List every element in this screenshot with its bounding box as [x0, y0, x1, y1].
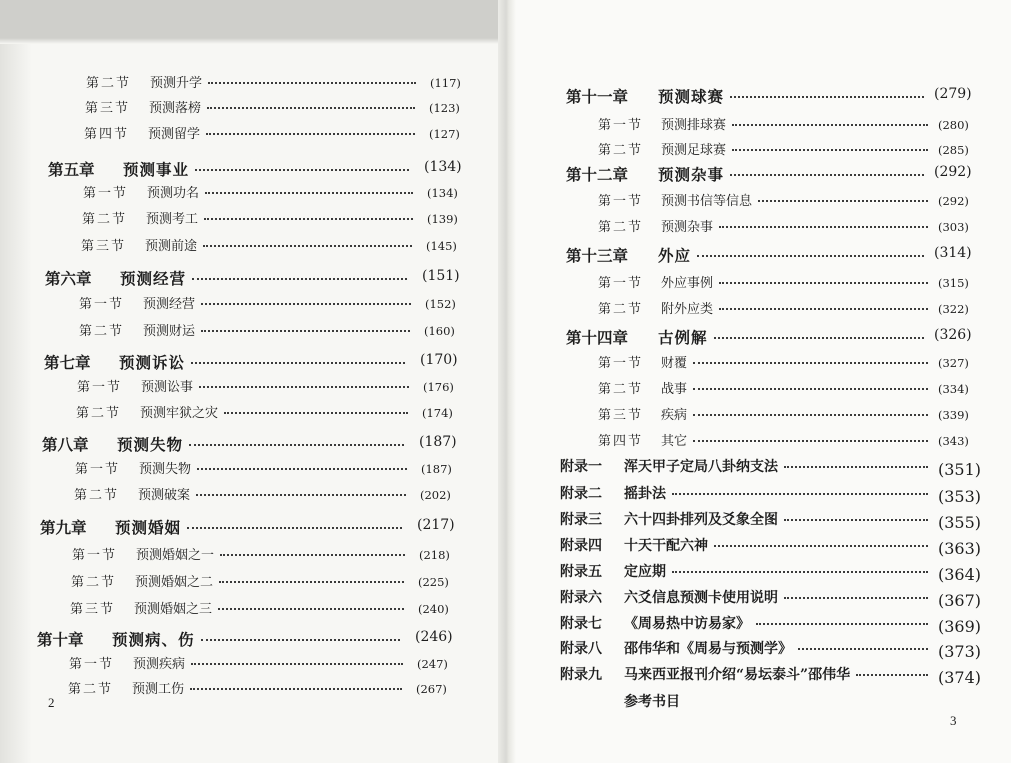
- entry-title: 邵伟华和《周易与预测学》: [624, 641, 792, 657]
- entry-number: 第九章: [40, 518, 87, 537]
- page-reference: (363): [938, 539, 982, 558]
- dot-leader: [693, 440, 928, 442]
- entry-number: 第十四章: [566, 328, 629, 347]
- page-number-left: 2: [48, 695, 55, 710]
- dot-leader: [672, 493, 928, 495]
- entry-number: 第十章: [37, 630, 84, 649]
- page-reference: (292): [934, 164, 972, 180]
- entry-number: 第一节: [598, 356, 644, 371]
- page-reference: (303): [938, 220, 969, 234]
- entry-title: 预测排球赛: [661, 118, 727, 133]
- dot-leader: [856, 674, 928, 676]
- dot-leader: [719, 308, 928, 310]
- dot-leader: [199, 386, 409, 388]
- entry-title: 预测婚姻: [115, 518, 182, 537]
- book-gutter: [498, 0, 516, 763]
- entry-title: 预测前途: [145, 239, 198, 254]
- entry-title: 预测功名: [147, 186, 200, 201]
- page-reference: (364): [938, 565, 982, 584]
- entry-title: 参考书目: [624, 694, 680, 710]
- page-reference: (353): [938, 487, 982, 506]
- entry-number: 第二节: [71, 575, 117, 590]
- page-reference: (174): [422, 406, 453, 420]
- entry-title: 预测落榜: [149, 101, 202, 116]
- page-reference: (322): [938, 302, 969, 316]
- entry-number: 第一节: [79, 297, 125, 312]
- page-reference: (123): [429, 101, 460, 115]
- entry-title: 预测失物: [117, 435, 184, 454]
- entry-title: 预测杂事: [661, 220, 714, 235]
- page-reference: (279): [934, 86, 972, 102]
- dot-leader: [192, 278, 407, 280]
- entry-title: 预测讼事: [141, 380, 194, 395]
- entry-title: 六爻信息预测卡使用说明: [624, 590, 778, 606]
- entry-number: 附录六: [560, 590, 602, 606]
- scan-edge: [0, 0, 505, 44]
- entry-number: 第二节: [598, 302, 644, 317]
- dot-leader: [784, 597, 928, 599]
- dot-leader: [693, 362, 928, 364]
- page-reference: (285): [938, 143, 969, 157]
- entry-title: 摇卦法: [624, 486, 666, 502]
- entry-number: 第二节: [82, 212, 128, 227]
- entry-title: 预测球赛: [658, 87, 725, 106]
- entry-number: 第一节: [598, 276, 644, 291]
- entry-title: 预测婚姻之一: [136, 548, 215, 563]
- page-reference: (367): [938, 591, 982, 610]
- dot-leader: [758, 200, 928, 202]
- dot-leader: [207, 107, 415, 109]
- dot-leader: [219, 581, 404, 583]
- page-reference: (314): [934, 245, 972, 261]
- entry-number: 第二节: [79, 324, 125, 339]
- entry-title: 预测留学: [148, 127, 201, 142]
- entry-number: 第一节: [75, 462, 121, 477]
- page-reference: (315): [938, 276, 969, 290]
- entry-number: 第三节: [598, 408, 644, 423]
- entry-title: 外应: [658, 246, 692, 265]
- page-number-right: 3: [950, 713, 957, 728]
- entry-number: 附录九: [560, 667, 602, 683]
- page-reference: (134): [427, 186, 458, 200]
- dot-leader: [208, 82, 416, 84]
- entry-title: 《周易热中访易家》: [624, 616, 750, 632]
- dot-leader: [201, 639, 400, 641]
- dot-leader: [190, 688, 402, 690]
- dot-leader: [196, 494, 406, 496]
- entry-number: 第四节: [598, 434, 644, 449]
- dot-leader: [730, 96, 924, 98]
- page-reference: (217): [417, 517, 455, 533]
- entry-number: 附录七: [560, 616, 602, 632]
- page-reference: (139): [427, 212, 458, 226]
- page-reference: (145): [426, 239, 457, 253]
- page-reference: (151): [422, 268, 460, 284]
- entry-number: 附录四: [560, 538, 602, 554]
- entry-number: 第一节: [77, 380, 123, 395]
- entry-number: 第七章: [44, 353, 91, 372]
- page-reference: (267): [416, 682, 447, 696]
- entry-number: 第三节: [85, 101, 131, 116]
- entry-title: 预测足球赛: [661, 143, 727, 158]
- entry-number: 附录一: [560, 459, 602, 475]
- entry-title: 预测失物: [139, 462, 192, 477]
- entry-title: 定应期: [624, 564, 666, 580]
- page-reference: (176): [423, 380, 454, 394]
- entry-number: 第二节: [76, 406, 122, 421]
- dot-leader: [205, 192, 413, 194]
- page-reference: (134): [424, 159, 462, 175]
- entry-number: 第二节: [86, 76, 132, 91]
- entry-title: 其它: [661, 434, 688, 449]
- entry-title: 战事: [661, 382, 688, 397]
- dot-leader: [191, 362, 405, 364]
- entry-title: 预测考工: [146, 212, 199, 227]
- page-reference: (202): [420, 488, 451, 502]
- dot-leader: [732, 149, 928, 151]
- entry-number: 第二节: [74, 488, 120, 503]
- dot-leader: [719, 282, 928, 284]
- entry-number: 第八章: [42, 435, 89, 454]
- entry-title: 浑天甲子定局八卦纳支法: [624, 459, 778, 475]
- entry-number: 第一节: [83, 186, 129, 201]
- entry-title: 预测疾病: [133, 657, 186, 672]
- entry-title: 古例解: [658, 328, 708, 347]
- entry-title: 外应事例: [661, 276, 714, 291]
- entry-title: 预测病、伤: [112, 630, 195, 649]
- entry-number: 第十一章: [566, 87, 629, 106]
- entry-number: 第三节: [81, 239, 127, 254]
- entry-number: 第十二章: [566, 165, 629, 184]
- page-reference: (187): [421, 462, 452, 476]
- page-reference: (160): [424, 324, 455, 338]
- page-reference: (374): [938, 668, 982, 687]
- page-reference: (334): [938, 382, 969, 396]
- dot-leader: [756, 623, 928, 625]
- entry-number: 第十三章: [566, 246, 629, 265]
- page-reference: (170): [420, 352, 458, 368]
- entry-number: 第二节: [68, 682, 114, 697]
- entry-number: 第六章: [45, 269, 92, 288]
- entry-title: 预测经营: [120, 269, 187, 288]
- page-reference: (240): [418, 602, 449, 616]
- entry-number: 第一节: [69, 657, 115, 672]
- dot-leader: [672, 571, 928, 573]
- entry-title: 预测杂事: [658, 165, 725, 184]
- entry-title: 六十四卦排列及爻象全图: [624, 512, 778, 528]
- page-reference: (369): [938, 617, 982, 636]
- dot-leader: [204, 218, 413, 220]
- dot-leader: [693, 414, 928, 416]
- entry-title: 预测工伤: [132, 682, 185, 697]
- entry-title: 疾病: [661, 408, 688, 423]
- entry-number: 附录二: [560, 486, 602, 502]
- entry-title: 预测婚姻之三: [134, 602, 213, 617]
- entry-title: 十天干配六神: [624, 538, 708, 554]
- page-reference: (339): [938, 408, 969, 422]
- entry-number: 附录三: [560, 512, 602, 528]
- entry-title: 马来西亚报刊介绍“易坛泰斗”邵伟华: [624, 667, 851, 683]
- dot-leader: [187, 527, 402, 529]
- entry-number: 附录八: [560, 641, 602, 657]
- entry-title: 预测升学: [150, 76, 203, 91]
- entry-title: 预测事业: [123, 160, 190, 179]
- page-reference: (292): [938, 194, 969, 208]
- dot-leader: [206, 133, 415, 135]
- dot-leader: [730, 174, 924, 176]
- page-margin-shade: [0, 44, 32, 763]
- dot-leader: [218, 608, 404, 610]
- entry-number: 第四节: [84, 127, 130, 142]
- page-reference: (225): [418, 575, 449, 589]
- entry-number: 第二节: [598, 220, 644, 235]
- page-reference: (246): [415, 629, 453, 645]
- page-reference: (327): [938, 356, 969, 370]
- page-reference: (152): [425, 297, 456, 311]
- dot-leader: [191, 663, 403, 665]
- dot-leader: [798, 648, 928, 650]
- dot-leader: [195, 169, 409, 171]
- entry-title: 预测破案: [138, 488, 191, 503]
- entry-number: 第二节: [598, 382, 644, 397]
- entry-title: 预测诉讼: [119, 353, 186, 372]
- entry-number: 第一节: [598, 194, 644, 209]
- page-reference: (326): [934, 327, 972, 343]
- entry-title: 预测经营: [143, 297, 196, 312]
- entry-title: 预测牢狱之灾: [140, 406, 219, 421]
- entry-number: 第二节: [598, 143, 644, 158]
- dot-leader: [732, 124, 928, 126]
- page-reference: (343): [938, 434, 969, 448]
- dot-leader: [203, 245, 412, 247]
- dot-leader: [714, 337, 924, 339]
- dot-leader: [714, 545, 928, 547]
- dot-leader: [784, 466, 928, 468]
- page-reference: (351): [938, 460, 982, 479]
- entry-number: 第三节: [70, 602, 116, 617]
- entry-number: 第五章: [48, 160, 95, 179]
- page-reference: (355): [938, 513, 982, 532]
- page-reference: (117): [430, 76, 461, 90]
- entry-number: 第一节: [72, 548, 118, 563]
- page-reference: (218): [419, 548, 450, 562]
- page-reference: (280): [938, 118, 969, 132]
- entry-number: 附录五: [560, 564, 602, 580]
- entry-title: 预测财运: [143, 324, 196, 339]
- dot-leader: [693, 388, 928, 390]
- dot-leader: [189, 444, 404, 446]
- entry-number: 第一节: [598, 118, 644, 133]
- dot-leader: [201, 330, 410, 332]
- page-reference: (373): [938, 642, 982, 661]
- page-reference: (127): [429, 127, 460, 141]
- page-reference: (187): [419, 434, 457, 450]
- dot-leader: [201, 303, 411, 305]
- entry-title: 预测婚姻之二: [135, 575, 214, 590]
- dot-leader: [719, 226, 928, 228]
- entry-title: 附外应类: [661, 302, 714, 317]
- dot-leader: [784, 519, 928, 521]
- page-reference: (247): [417, 657, 448, 671]
- dot-leader: [220, 554, 405, 556]
- entry-title: 预测书信等信息: [661, 194, 753, 209]
- dot-leader: [197, 468, 407, 470]
- dot-leader: [224, 412, 408, 414]
- entry-title: 财覆: [661, 356, 688, 371]
- dot-leader: [697, 255, 924, 257]
